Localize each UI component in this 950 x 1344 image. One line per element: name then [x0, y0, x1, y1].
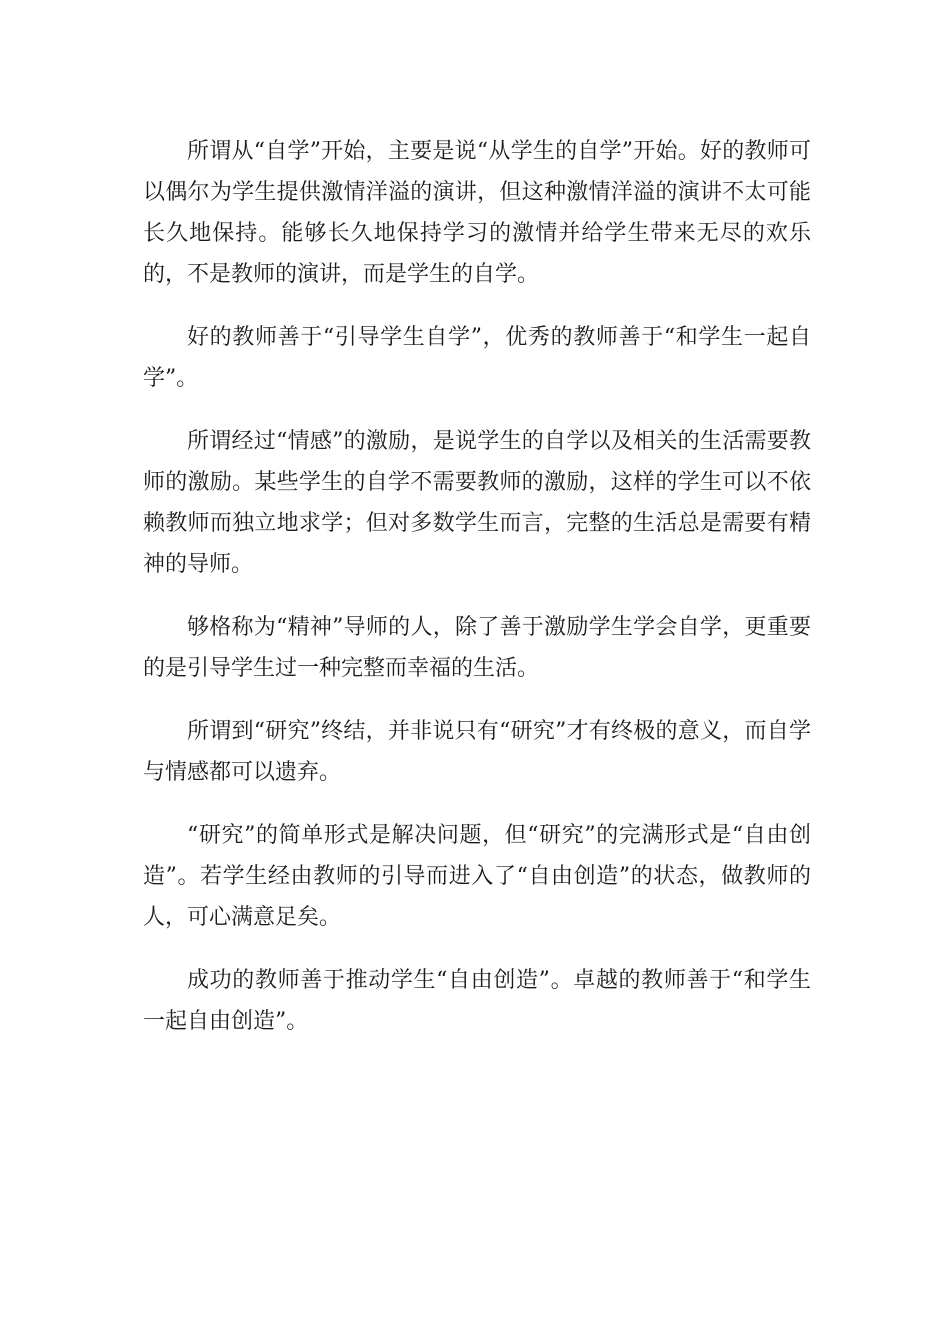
paragraph-1: 所谓从“自学”开始，主要是说“从学生的自学”开始。好的教师可以偶尔为学生提供激情洋溢的演讲，但这种激情洋溢的演讲不太可能长久地保持。能够长久地保持学习的激情并给学生带来无尽的欢乐的，不是教师的演讲，而是学生的自学。: [143, 139, 811, 287]
paragraph-7: 成功的教师善于推动学生“自由创造”。卓越的教师善于“和学生一起自由创造”。: [143, 968, 811, 1034]
paragraph-5: 所谓到“研究”终结，并非说只有“研究”才有终极的意义，而自学与情感都可以遗弃。: [143, 719, 811, 785]
paragraph-4: 够格称为“精神”导师的人，除了善于激励学生学会自学，更重要的是引导学生过一种完整而幸福的生活。: [143, 615, 811, 681]
document-body: [143, 131, 811, 1064]
paragraph-6: “研究”的简单形式是解决问题，但“研究”的完满形式是“自由创造”。若学生经由教师的引导而进入了“自由创造”的状态，做教师的人，可心满意足矣。: [143, 823, 811, 930]
paragraph-3: 所谓经过“情感”的激励，是说学生的自学以及相关的生活需要教师的激励。某些学生的自学不需要教师的激励，这样的学生可以不依赖教师而独立地求学；但对多数学生而言，完整的生活总是需要有精神的导师。: [143, 429, 811, 577]
paragraph-2: 好的教师善于“引导学生自学”，优秀的教师善于“和学生一起自学”。: [143, 325, 811, 391]
